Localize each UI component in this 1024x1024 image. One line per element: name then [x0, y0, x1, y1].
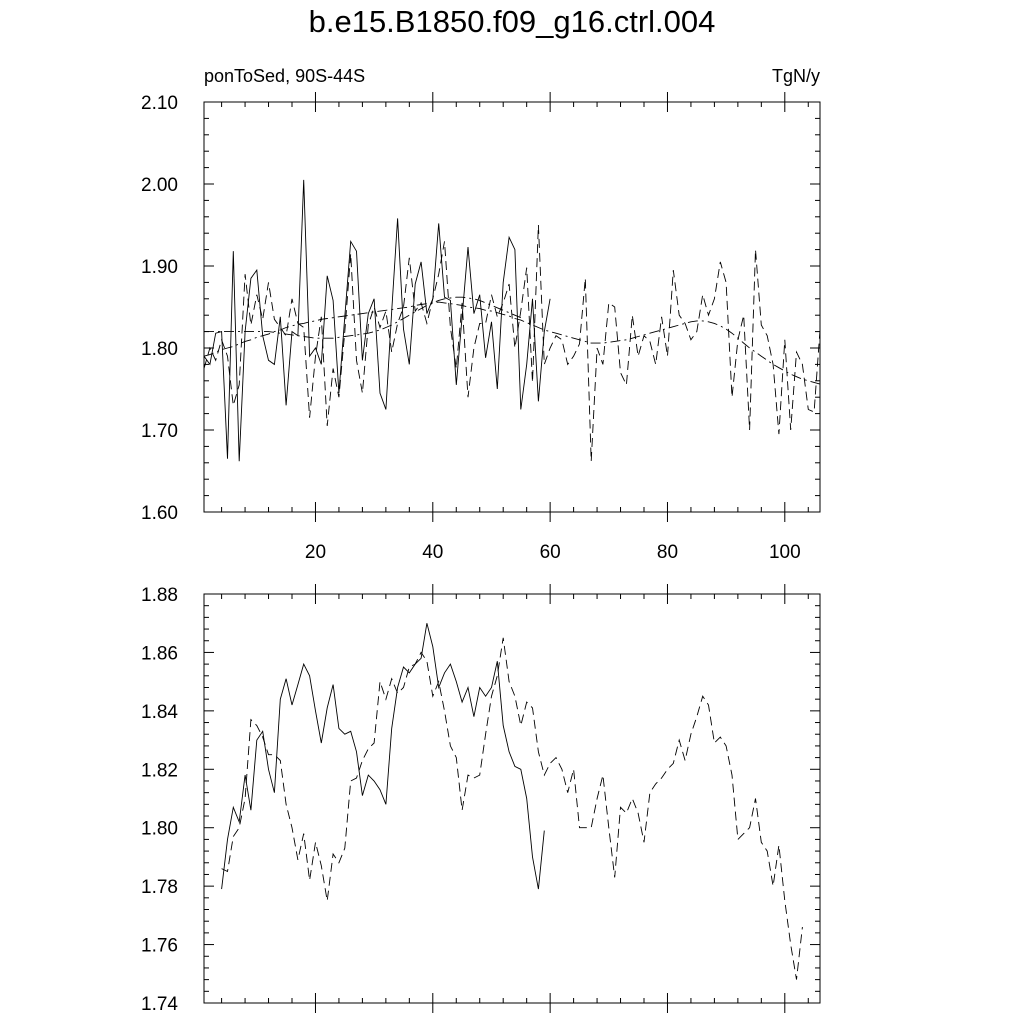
chart-bottom-series-dashed-1: [222, 638, 803, 980]
chart-top-x-tick-label: 40: [422, 542, 444, 563]
chart-bottom-y-tick-label: 1.82: [141, 760, 178, 782]
chart-bottom: [141, 584, 820, 1015]
chart-bottom-y-tick-label: 1.74: [141, 994, 178, 1015]
chart-top-y-tick-label: 2.10: [141, 93, 178, 114]
chart-top-x-tick-label: 20: [304, 542, 327, 563]
chart-bottom-y-tick-label: 1.80: [141, 818, 178, 840]
chart-bottom-y-tick-label: 1.76: [141, 935, 178, 957]
chart-top-y-tick-label: 1.70: [141, 421, 178, 442]
figure-title: b.e15.B1850.f09_g16.ctrl.004: [308, 4, 716, 39]
chart-top-y-tick-label: 1.80: [141, 339, 178, 360]
chart-top-x-tick-label: 60: [539, 542, 561, 563]
chart-top-y-tick-label: 2.00: [141, 175, 178, 196]
chart-top-y-tick-label: 1.90: [141, 257, 178, 278]
chart-top-series-dashed-1: [204, 225, 820, 461]
chart-top: [141, 66, 820, 563]
chart-top-x-tick-label: 100: [768, 542, 801, 563]
chart-bottom-y-tick-label: 1.84: [141, 701, 178, 723]
chart-bottom-frame: [204, 594, 820, 1003]
chart-top-series-solid-0: [204, 180, 550, 461]
chart-top-left-label: ponToSed, 90S-44S: [204, 66, 366, 86]
chart-top-right-label: TgN/y: [771, 66, 820, 86]
chart-bottom-y-tick-label: 1.78: [141, 877, 178, 899]
chart-bottom-y-tick-label: 1.86: [141, 643, 178, 665]
chart-top-y-tick-label: 1.60: [141, 503, 178, 524]
chart-bottom-series-solid-0: [222, 623, 545, 889]
chart-top-x-tick-label: 80: [656, 542, 679, 563]
chart-bottom-y-tick-label: 1.88: [141, 585, 178, 606]
